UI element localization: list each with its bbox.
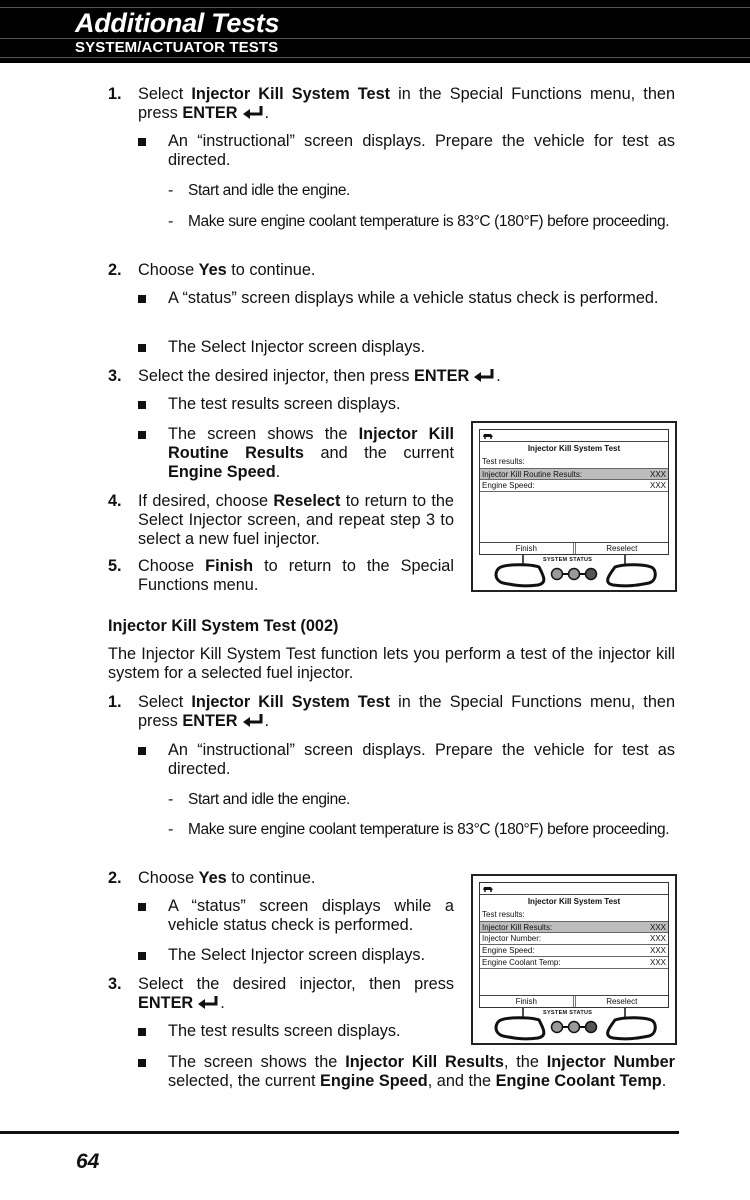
step-number: 2. (108, 261, 122, 279)
page-number: 64 (76, 1150, 100, 1173)
bullet-text: The test results screen displays. (168, 395, 401, 413)
result-value: XXX (649, 958, 666, 967)
step-text: Select the desired injector, then press ENTER . (138, 367, 501, 385)
bullet-text: A “status” screen displays while a vehicle status check is performed. (168, 897, 454, 934)
dash-icon: - (168, 213, 174, 230)
screen-title: Injector Kill System Test (527, 897, 621, 906)
result-row[interactable] (480, 480, 668, 492)
bullet-text: The screen shows the Injector Kill Routine Results and the current Engine Speed. (168, 425, 454, 481)
step-number: 1. (108, 85, 122, 103)
result-label: Injector Kill Results: (482, 923, 553, 932)
reselect-button[interactable]: Reselect (573, 996, 669, 1007)
bullet-icon (138, 952, 146, 960)
result-label: Engine Coolant Temp: (482, 958, 561, 967)
device-controls (473, 555, 675, 595)
result-label: Injector Number: (482, 934, 542, 943)
bullet-text: The Select Injector screen displays. (168, 338, 426, 356)
finish-button[interactable]: Finish (515, 544, 537, 553)
vehicle-icon (482, 885, 494, 892)
dash-text: Start and idle the engine. (188, 182, 350, 199)
bullet-text: An “instructional” screen displays. Prepare the vehicle for test as directed. (168, 741, 675, 778)
step-number: 2. (108, 869, 122, 887)
bullet-icon (138, 401, 146, 409)
finish-button[interactable]: Finish (515, 997, 537, 1006)
screen-status-bar (480, 430, 668, 442)
chapter-title: Additional Tests (75, 8, 280, 38)
system-status-label: SYSTEM STATUS (543, 557, 593, 563)
step-text: Select Injector Kill System Test in the Special Functions menu, then press ENTER . (138, 693, 675, 730)
bullet-text: The Select Injector screen displays. (168, 946, 426, 964)
bullet-icon (138, 1059, 146, 1067)
bullet-text: An “instructional” screen displays. Prepare the vehicle for test as directed. (168, 132, 675, 169)
result-row[interactable] (480, 933, 668, 945)
step-number: 3. (108, 975, 122, 993)
scan-tool-screenshot (471, 874, 677, 1045)
device-controls (473, 1008, 675, 1048)
dash-text: Make sure engine coolant temperature is 83°C (180°F) before proceeding. (188, 821, 670, 838)
bullet-icon (138, 295, 146, 303)
footer-rule (0, 1131, 679, 1134)
header-rule (0, 57, 750, 58)
reselect-button[interactable]: Reselect (573, 543, 669, 554)
result-row[interactable] (480, 921, 668, 933)
step-number: 1. (108, 693, 122, 711)
enter-key-icon (241, 713, 265, 727)
bullet-text: The screen shows the Injector Kill Results, the Injector Number selected, the current Engine Speed, and the Engine Coolant Temp. (168, 1053, 675, 1090)
function-keys-and-leds (473, 1008, 679, 1048)
step-text: Select Injector Kill System Test in the Special Functions menu, then press ENTER . (138, 85, 675, 122)
section-intro: The Injector Kill System Test function lets you perform a test of the injector kill system for a selected fuel injector. (108, 645, 675, 682)
bullet-icon (138, 431, 146, 439)
step-text: Select the desired injector, then press ENTER . (138, 975, 454, 1012)
dash-icon: - (168, 182, 174, 199)
page-header (0, 0, 750, 63)
bullet-text: A “status” screen displays while a vehicle status check is performed. (168, 289, 659, 307)
section-heading: Injector Kill System Test (002) (108, 617, 339, 635)
dash-text: Start and idle the engine. (188, 791, 350, 808)
result-value: XXX (649, 481, 666, 490)
function-keys-and-leds (473, 555, 679, 595)
screen-softkeys (480, 542, 668, 554)
enter-key-icon (472, 368, 496, 382)
dash-icon: - (168, 791, 174, 808)
result-value: XXX (649, 934, 666, 943)
screen-softkeys (480, 995, 668, 1007)
vehicle-icon (482, 432, 494, 439)
result-label: Injector Kill Routine Results: (482, 470, 583, 479)
enter-key-icon (196, 995, 220, 1009)
step-text: Choose Yes to continue. (138, 869, 316, 887)
step-number: 4. (108, 492, 122, 510)
result-value: XXX (649, 946, 666, 955)
bullet-icon (138, 903, 146, 911)
bullet-icon (138, 138, 146, 146)
bullet-icon (138, 747, 146, 755)
step-text: Choose Finish to return to the Special Functions menu. (138, 557, 454, 594)
dash-text: Make sure engine coolant temperature is 83°C (180°F) before proceeding. (188, 213, 670, 230)
step-text: If desired, choose Reselect to return to the Select Injector screen, and repeat step 3 to select a new fuel injector. (138, 492, 454, 548)
screen-status-bar (480, 883, 668, 895)
result-row[interactable] (480, 957, 668, 969)
enter-key-icon (241, 105, 265, 119)
system-status-label: SYSTEM STATUS (543, 1010, 593, 1016)
result-value: XXX (649, 470, 666, 479)
screen-subtitle: Test results: (482, 910, 525, 919)
section-subtitle: SYSTEM/ACTUATOR TESTS (75, 39, 279, 56)
result-row[interactable] (480, 945, 668, 957)
screen-subtitle: Test results: (482, 457, 525, 466)
result-label: Engine Speed: (482, 481, 535, 490)
device-screen (479, 882, 669, 1008)
bullet-icon (138, 1028, 146, 1036)
step-number: 5. (108, 557, 122, 575)
step-text: Choose Yes to continue. (138, 261, 316, 279)
dash-icon: - (168, 821, 174, 838)
step-number: 3. (108, 367, 122, 385)
screen-title: Injector Kill System Test (527, 444, 621, 453)
result-row[interactable] (480, 468, 668, 480)
device-screen (479, 429, 669, 555)
bullet-icon (138, 344, 146, 352)
scan-tool-screenshot (471, 421, 677, 592)
result-value: XXX (649, 923, 666, 932)
result-label: Engine Speed: (482, 946, 535, 955)
bullet-text: The test results screen displays. (168, 1022, 401, 1040)
